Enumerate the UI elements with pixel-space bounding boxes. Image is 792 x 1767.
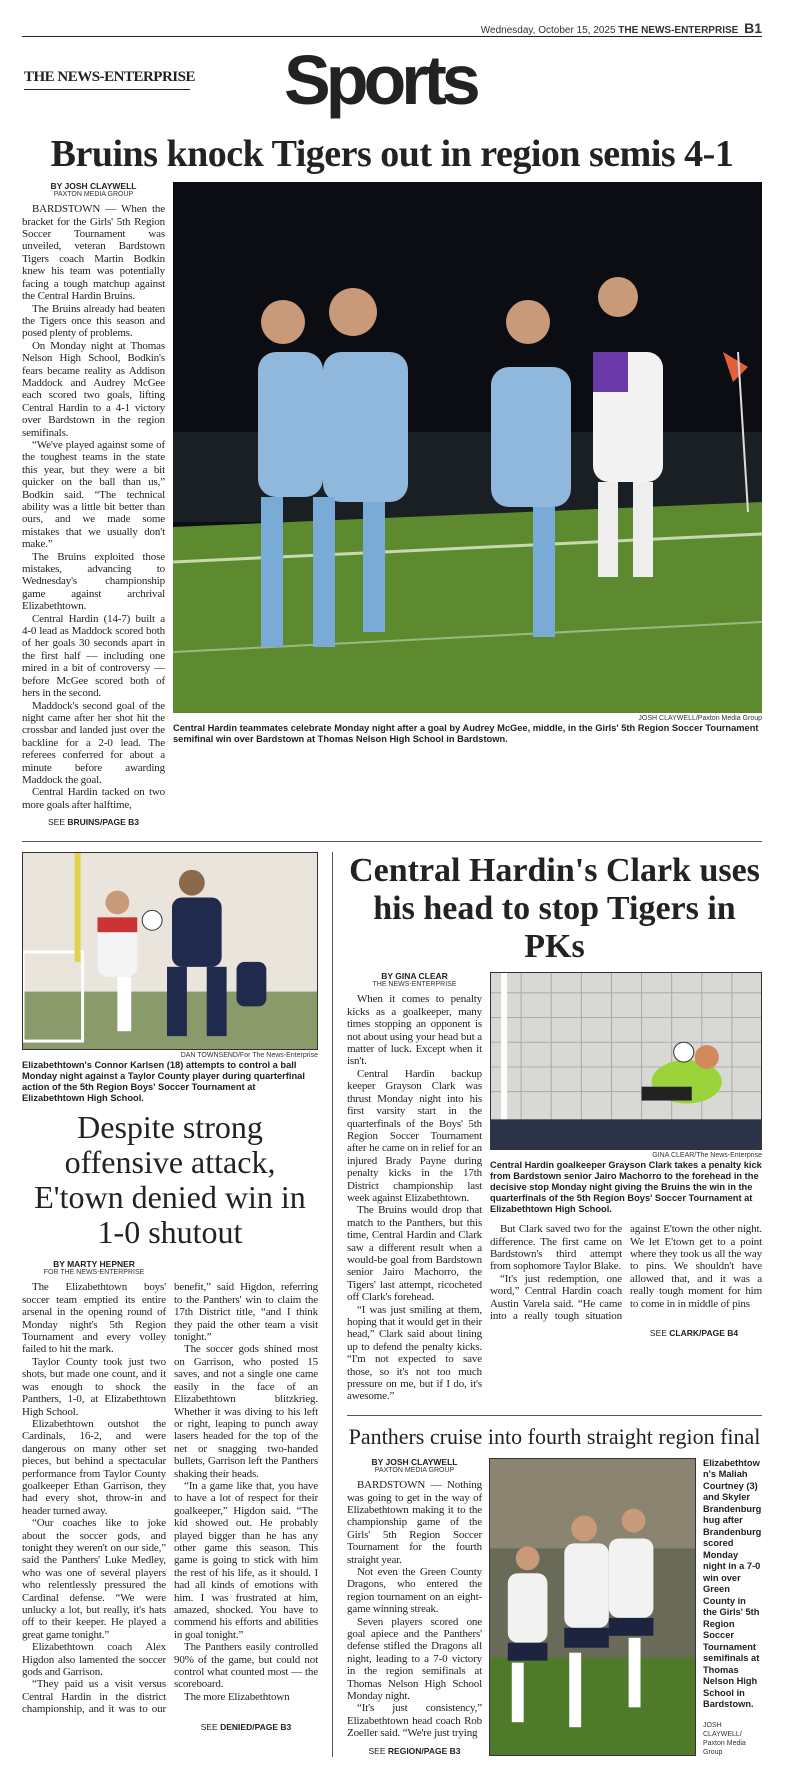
story4-caption-block	[703, 1458, 762, 1757]
paragraph: The Bruins would drop that match to the Panthers, but this time, Central Hardin and Clark saw a different result when a would-be goal from Bardstown senior Jairo Machorro, the Tigers' last attempt, ricocheted off Clark's forehead.	[347, 1204, 482, 1304]
story3-caption: Central Hardin goalkeeper Grayson Clark takes a penalty kick from Bardstown senior Jairo Machorro to the forehead in the decisive stop Monday night giving the Bruins the win in the quarterfinals of the 5th Region Boys' Soccer Tournament at Elizabethtown High School.	[490, 1160, 762, 1215]
paragraph: “It's just consistency,” Elizabethtown head coach Rob Zoeller said. “We're just trying	[347, 1702, 482, 1740]
story1-photo	[173, 182, 762, 713]
lower-section	[22, 852, 762, 1757]
story3-byline	[347, 972, 482, 988]
paragraph: “In a game like that, you have to have a lot of respect for their goalkeeper,” Higdon said. “The kid showed out. He probably played bigger than he has any other game this season. This game is going to stick with him the rest of his life, as it should. I had all kinds of emotions with him. I was frustrated at him, amazed, shocked. You have to commend his efforts and abilities in goal tonight.”	[174, 1479, 318, 1641]
folio-date: Wednesday, October 15, 2025	[480, 25, 616, 36]
jump-see: SEE	[649, 1328, 667, 1339]
paragraph: The more Elizabethtown	[184, 1690, 290, 1703]
story4-photo-credit: JOSH CLAYWELL/ Paxton Media Group	[703, 1721, 746, 1756]
paragraph: The Elizabethtown boys' soccer team emptied its entire arsenal in the opening round of Monday night's 5th Region Tournament and every volley failed to hit the mark.	[22, 1281, 166, 1356]
story4-body	[347, 1479, 482, 1740]
paragraph: On Monday night at Thomas Nelson High School, Bodkin's fears became reality as Addison Maddock and Audrey McGee each scored two goals, lifting Central Hardin to a 4-1 victory over Bardstown in the region semifinals.	[22, 339, 165, 439]
story4-jump[interactable]	[347, 1746, 482, 1756]
story1-caption: Central Hardin teammates celebrate Monday night after a goal by Audrey McGee, middle, in the Girls' 5th Region Soccer Tournament semifinal win over Bardstown at Thomas Nelson High School in Bardstown.	[173, 723, 759, 744]
paragraph: Central Hardin tacked on two more goals after halftime,	[22, 786, 165, 811]
story1-body	[22, 203, 165, 811]
right-column	[332, 852, 762, 1757]
story1	[22, 182, 762, 827]
folio-paper: THE NEWS-ENTERPRISE	[618, 25, 739, 36]
section-divider	[22, 841, 762, 842]
paragraph: Maddock's second goal of the night came after her shot hit the crossbar and landed just over the backline for a 2-0 lead. The referees conferred for about a minute before awarding Maddock the goal.	[22, 699, 165, 786]
byline-org: PAXTON MEDIA GROUP	[53, 190, 134, 198]
paragraph: “They paid us a visit versus Central Hardin in the district championship, and it was to our benefit,” said Higdon, referring to the Panthers' win to claim the 17th District title, “and I think they paid the other team a visit tonight.”	[22, 1281, 318, 1716]
page-header	[22, 0, 762, 132]
byline-name: BY GINA CLEAR	[381, 971, 448, 982]
paragraph: Elizabethtown coach Alex Higdon also lamented the soccer gods and Garrison.	[22, 1641, 166, 1679]
story1-headline: Bruins knock Tigers out in region semis 4-1	[50, 133, 734, 175]
paragraph: “It's just redemption, one word,” Central Hardin coach Austin Varela said. “He came into a really tough situation against E'town the other night. We let E'town get to a point where they took us all the way to pins. We shouldn't have allowed that, and it was a really tough moment for him to come in in middle of pins	[490, 1223, 762, 1323]
newspaper-flag: THE NEWS-ENTERPRISE	[24, 69, 190, 90]
story1-byline	[22, 182, 165, 198]
story2	[22, 852, 318, 1731]
story1-jump[interactable]	[22, 817, 165, 827]
byline-name: BY JOSH CLAYWELL	[50, 181, 137, 191]
story2-headline: Despite strong offensive attack, E'town denied win in 1-0 shutout	[34, 1109, 306, 1251]
paragraph: The soccer gods shined most on Garrison, who posted 15 saves, and not a single one came easily in the face of an Elizabethtown blitzkrieg. Whether it was diving to his left or right, leaping to punch away lasers headed for the top of the net or snagging two-handed bullets, Garrison left the Panthers shaking their heads.	[174, 1343, 318, 1480]
story1-photo-block	[173, 182, 762, 745]
story2-caption: Elizabethtown's Connor Karlsen (18) attempts to control a ball Monday night against a Taylor County player during quarterfinal action of the 5th Region Boys' Soccer Tournament at Elizabethtown High School.	[22, 1060, 305, 1104]
byline-name: BY JOSH CLAYWELL	[371, 1456, 458, 1467]
story3-text-column	[347, 972, 482, 1403]
jump-see: SEE	[200, 1721, 218, 1732]
story2-byline	[22, 1260, 166, 1276]
story4-caption: Elizabethtown's Maliah Courtney (3) and Skyler Brandenburg hug after Brandenburg scored Monday night in a 7-0 win over Green County in the Girls' 5th Region Soccer Tournament semifinals at Thomas Nelson High School in Bardstown.	[703, 1457, 762, 1710]
story3-jump[interactable]	[626, 1328, 762, 1338]
paragraph: Seven players scored one goal apiece and the Panthers' defense stifled the Dragons all night, leading to a 7-0 victory in the region semifinals at Thomas Nelson High School Monday night.	[347, 1615, 482, 1703]
story3	[347, 972, 762, 1403]
story3-body-continued	[490, 1223, 762, 1322]
jump-see: SEE	[47, 817, 65, 828]
paragraph: Not even the Green County Dragons, who entered the region tournament on an eight-game winning streak.	[347, 1565, 482, 1616]
story2-jump[interactable]	[174, 1722, 318, 1732]
paragraph: The Panthers easily controlled 90% of the game, but could not control what counted most — the scoreboard.	[174, 1641, 318, 1691]
jump-target[interactable]: DENIED/PAGE B3	[220, 1721, 292, 1732]
paragraph: “I was just smiling at them, hoping that it would get in their head,” Clark said about lining up to defend the penalty kicks. “I'm not expected to save those, so it's not too much pressure on me, but if I do, it's awesome.”	[347, 1303, 482, 1403]
jump-target[interactable]: BRUINS/PAGE B3	[67, 817, 140, 828]
paragraph: But Clark saved two for the difference. The first came on Bardstown's third attempt from sophomore Taylor Blake.	[490, 1223, 622, 1273]
story3-headline: Central Hardin's Clark uses his head to stop Tigers in PKs	[349, 852, 760, 966]
section-title: Sports	[284, 41, 476, 119]
byline-org: FOR THE NEWS-ENTERPRISE	[43, 1269, 145, 1277]
byline-org: PAXTON MEDIA GROUP	[374, 1466, 455, 1474]
paragraph: Elizabethtown outshot the Cardinals, 16-2, and were dangerous on many other set pieces, but behind a spectacular performance from Taylor County goalkeeper Ethan Garrison, they had every shot, throw-in and header turned away.	[22, 1417, 166, 1517]
story3-body	[347, 993, 482, 1402]
paragraph: BARDSTOWN — Nothing was going to get in the way of Elizabethtown making it to the championship game of the Girls' 5th Region Soccer Tournament for the fourth straight year.	[347, 1479, 482, 1566]
folio	[481, 20, 762, 36]
paragraph: Central Hardin backup keeper Grayson Clark was thrust Monday night into his first varsity start in the quarterfinals of the Boys' 5th Region Soccer Tournament after he came on in relief for an injured Brady Payne during penalty kicks in the 17th District championship last week against Elizabethtown.	[347, 1067, 482, 1204]
story4-photo	[489, 1458, 696, 1756]
paragraph: The Bruins already had beaten the Tigers once this season and posed plenty of problems.	[22, 302, 165, 340]
story3-photo-credit: GINA CLEAR/The News-Enterprise	[652, 1152, 762, 1160]
paragraph: “Our coaches like to joke about the soccer gods, and tonight they weren't on our side,” said the Panthers' Luke Medley, who was one of several players who relentlessly pressured the Cardinal defense. “We were unlucky a lot, but really, it's hats off to their keeper. He played a great game tonight.”	[22, 1517, 166, 1641]
paragraph: BARDSTOWN — When the bracket for the Girls' 5th Region Soccer Tournament was unveiled, veteran Bardstown Tigers coach Martin Bodkin knew his team was potentially facing a tough matchup against the Central Hardin Bruins.	[22, 203, 165, 303]
paragraph: Taylor County took just two shots, but made one count, and it was enough to shock the Panthers, 1-0, at Elizabethtown High School.	[22, 1355, 166, 1418]
folio-page: B1	[744, 20, 762, 36]
story2-photo	[22, 852, 318, 1050]
paragraph: “We've played against some of the toughest teams in the state this year, but they were a bit quicker on the ball than us,” Bodkin said. “The technical ability was a little bit better than ours, and we made some mistakes that we usually don't make.”	[22, 438, 165, 551]
byline-name: BY MARTY HEPNER	[53, 1259, 135, 1270]
paragraph: Central Hardin (14-7) built a 4-0 lead as Maddock scored both of her goals 30 seconds apart in the first half — including one mired in a bit of controversy — before McGee scored both of hers in the second.	[22, 612, 165, 700]
story2-photo-credit: DAN TOWNSEND/For The News-Enterprise	[180, 1052, 318, 1060]
story3-photo	[490, 972, 762, 1150]
jump-see: SEE	[368, 1745, 386, 1756]
story-divider	[347, 1415, 762, 1416]
byline-org: THE NEWS-ENTERPRISE	[372, 981, 457, 989]
paragraph: The Bruins exploited those mistakes, advancing to Wednesday's championship game against archrival Elizabethtown.	[22, 550, 165, 613]
story4-text-column	[347, 1458, 482, 1756]
story1-text-column	[22, 182, 165, 827]
story2-body	[22, 1281, 318, 1715]
story1-photo-credit: JOSH CLAYWELL/Paxton Media Group	[638, 715, 762, 722]
jump-target[interactable]: REGION/PAGE B3	[387, 1745, 461, 1756]
story4-headline: Panthers cruise into fourth straight region final	[348, 1423, 761, 1449]
story3-photo-block	[490, 972, 762, 1338]
jump-target[interactable]: CLARK/PAGE B4	[669, 1328, 739, 1339]
top-rule	[22, 36, 762, 37]
story4-byline	[347, 1458, 482, 1474]
paragraph: When it comes to penalty kicks as a goalkeeper, many times stopping an opponent is not about using your head but a matter of luck. Except when it isn't.	[347, 993, 482, 1068]
story4	[347, 1458, 762, 1757]
